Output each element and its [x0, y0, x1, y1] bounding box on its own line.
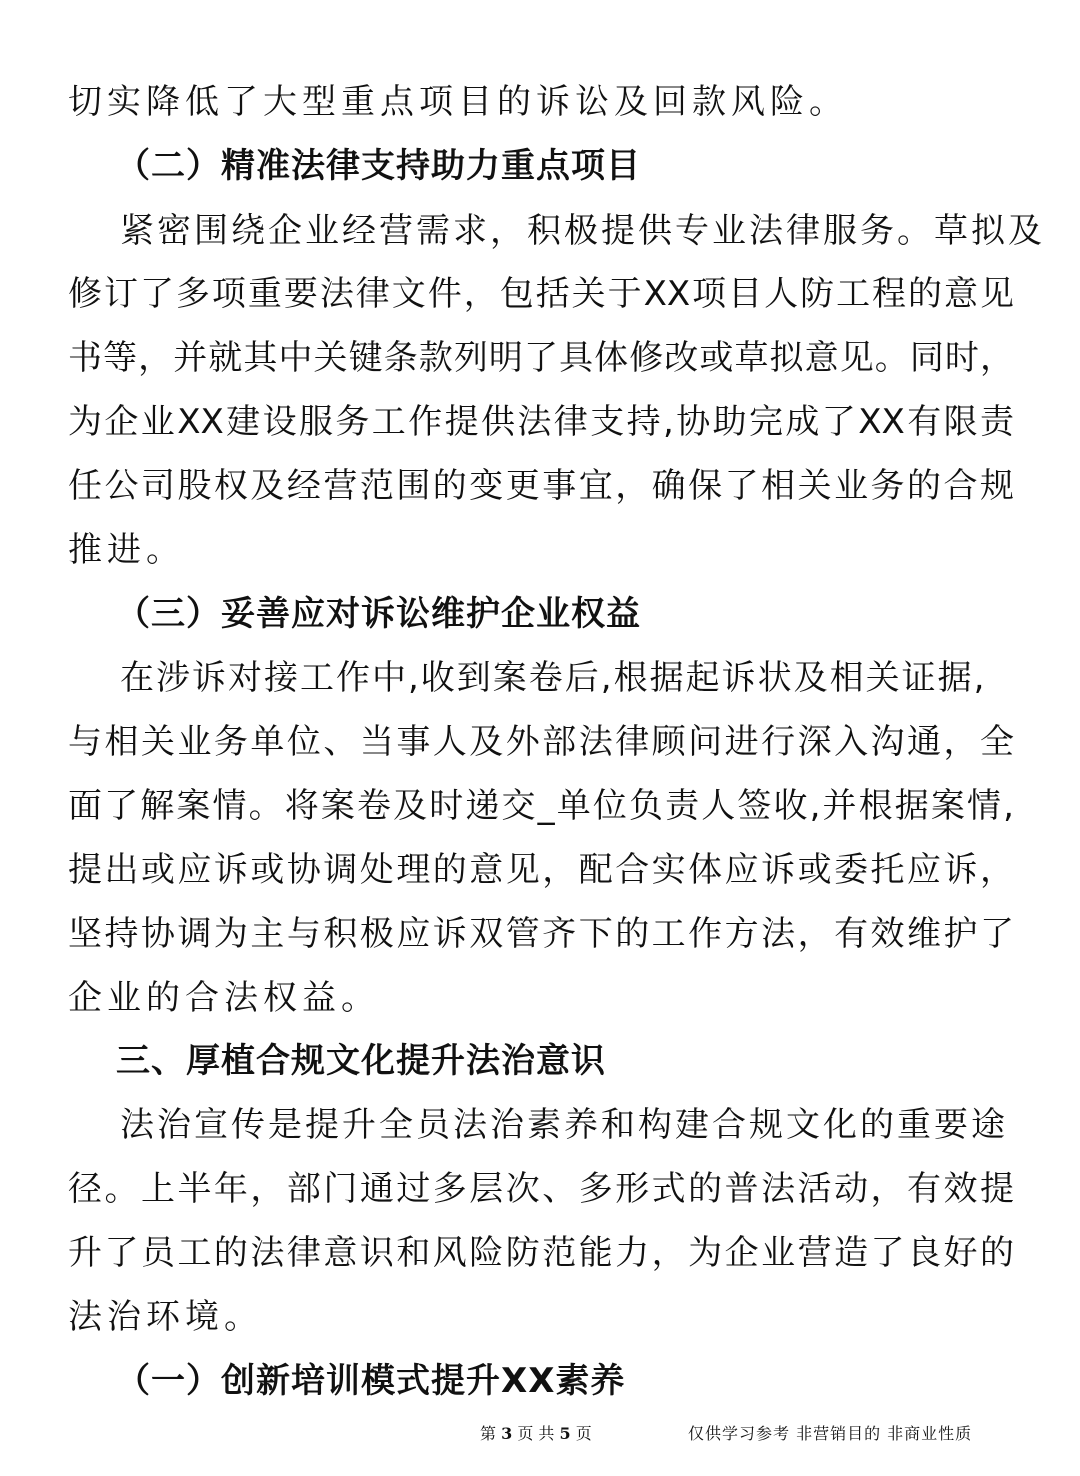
paragraph-3-line-2: 与相关业务单位、当事人及外部法律顾问进行深入沟通，全 — [68, 722, 1014, 762]
paragraph-4-line-1: 法治宣传是提升全员法治素养和构建合规文化的重要途 — [120, 1105, 1008, 1145]
paragraph-1-line-1: 切实降低了大型重点项目的诉讼及回款风险。 — [68, 82, 848, 122]
paragraph-3-line-6: 企业的合法权益。 — [68, 978, 380, 1018]
current-page: 3 — [501, 1424, 513, 1443]
paragraph-4-line-2: 径。上半年，部门通过多层次、多形式的普法活动，有效提 — [68, 1169, 1014, 1209]
paragraph-3-line-5: 坚持协调为主与积极应诉双管齐下的工作方法，有效维护了 — [68, 914, 1014, 954]
paragraph-2-line-3: 书等，并就其中关键条款列明了具体修改或草拟意见。同时， — [68, 338, 1014, 378]
page-suffix: 页 — [575, 1424, 592, 1443]
total-pages: 5 — [559, 1424, 571, 1443]
section-heading-3: 三、厚植合规文化提升法治意识 — [116, 1041, 606, 1081]
paragraph-2-line-6: 推进。 — [68, 530, 185, 570]
paragraph-3-line-4: 提出或应诉或协调处理的意见，配合实体应诉或委托应诉， — [68, 850, 1014, 890]
paragraph-3-line-1: 在涉诉对接工作中,收到案卷后,根据起诉状及相关证据, — [120, 658, 987, 698]
page-prefix: 第 — [480, 1424, 497, 1443]
subheading-4: （一）创新培训模式提升XX素养 — [116, 1361, 626, 1401]
paragraph-4-line-3: 升了员工的法律意识和风险防范能力，为企业营造了良好的 — [68, 1233, 1014, 1273]
page-number — [480, 1424, 592, 1444]
paragraph-3-line-3: 面了解案情。将案卷及时递交_单位负责人签收,并根据案情, — [68, 786, 1014, 826]
page-middle: 页 共 — [517, 1424, 555, 1443]
paragraph-4-line-4: 法治环境。 — [68, 1297, 263, 1337]
paragraph-2-line-1: 紧密围绕企业经营需求，积极提供专业法律服务。草拟及 — [120, 211, 1045, 251]
footer-disclaimer: 仅供学习参考 非营销目的 非商业性质 — [688, 1424, 973, 1443]
paragraph-2-line-4: 为企业XX建设服务工作提供法律支持,协助完成了XX有限责 — [68, 402, 1014, 442]
paragraph-2-line-2: 修订了多项重要法律文件，包括关于XX项目人防工程的意见 — [68, 274, 1014, 314]
subheading-3: （三）妥善应对诉讼维护企业权益 — [116, 594, 641, 634]
paragraph-2-line-5: 任公司股权及经营范围的变更事宜，确保了相关业务的合规 — [68, 466, 1014, 506]
subheading-2: （二）精准法律支持助力重点项目 — [116, 146, 641, 186]
